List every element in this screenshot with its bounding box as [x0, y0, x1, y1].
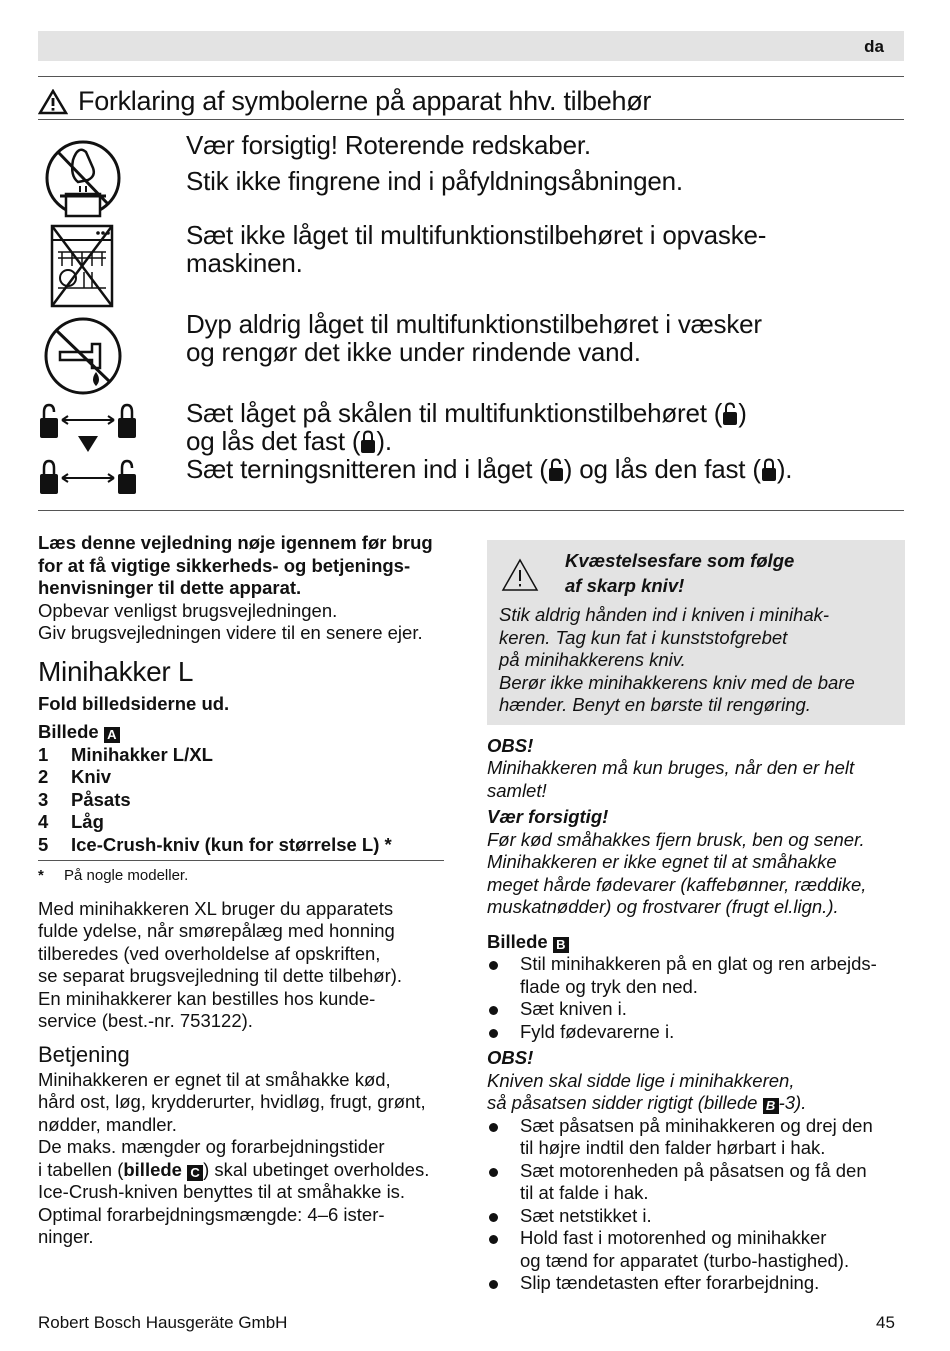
lock-open-icon: [722, 402, 738, 426]
fold-instruction: Fold billedsiderne ud.: [38, 692, 230, 714]
list-item: Sæt netstikket i.: [487, 1205, 905, 1228]
divider: [38, 510, 904, 511]
list-item: Sæt påsatsen på minihakkeren og drej den til højre indtil den falder hørbart i hak.: [487, 1115, 905, 1160]
obs-text: Kniven skal sidde lige i minihakkeren, så påsatsen sidder rigtigt (billede B -3).: [487, 1069, 807, 1113]
left-column: [38, 532, 458, 1249]
divider: [38, 119, 904, 120]
figure-ref-a: Billede A: [38, 721, 458, 744]
list-item: 4 Låg: [38, 811, 104, 832]
lock-open-icon: [548, 458, 564, 482]
divider: [38, 76, 904, 77]
obs-text: Minihakkeren må kun bruges, når den er helt samlet!: [487, 757, 855, 801]
intro-text: Opbevar venligst brugsvejledningen. Giv brugsvejledningen videre til en senere ejer.: [38, 599, 423, 643]
section-title: Forklaring af symbolerne på apparat hhv. tilbehør: [38, 86, 651, 117]
list-item: Stil minihakkeren på en glat og ren arbejds- flade og tryk den ned.: [487, 953, 905, 998]
list-item: Hold fast i motorenhed og minihakker og tænd for apparatet (turbo-hastighed).: [487, 1227, 905, 1272]
figure-ref-b: Billede B: [487, 931, 905, 954]
list-item: 5 Ice-Crush-kniv (kun for størrelse L) *: [38, 833, 392, 855]
list-item: 2 Kniv: [38, 766, 112, 787]
obs-heading: OBS!: [487, 1047, 534, 1068]
page-number: 45: [876, 1313, 895, 1332]
footnote: * På nogle modeller.: [38, 860, 444, 888]
obs-heading: OBS!: [487, 734, 534, 756]
xl-text: Med minihakkeren XL bruger du apparatets fulde ydelse, når smørepålæg med honning tilberedes (ved overholdelse af opskriften, se separat brugsvejledning til dette tilbehør). En minihakkerer kan bestilles hos kunde- service (best.-nr. 753122).: [38, 897, 403, 1031]
list-item: 1 Minihakker L/XL: [38, 743, 213, 765]
no-water-icon: [38, 316, 128, 398]
warning-icon: [38, 89, 68, 115]
warning-icon: [501, 558, 539, 592]
lock-closed-icon: [360, 430, 376, 454]
footer-company: Robert Bosch Hausgeräte GmbH: [38, 1313, 288, 1332]
list-item: Sæt motorenheden på påsatsen og få den til at falde i hak.: [487, 1160, 905, 1205]
betjening-heading: Betjening: [38, 1041, 130, 1067]
symbol-text-2: Sæt ikke låget til multifunktionstilbehøret i opvaske- maskinen.: [186, 220, 767, 278]
warning-box: Kvæstelsesfare som følge af skarp kniv! Stik aldrig hånden ind i kniven i minihak- keren. Tag kun fat i kunststofgrebet på minihakkerens kniv. Berør ikke minihakkerens kniv med de bare hænder. Benyt en børste til rengøring.: [487, 540, 905, 725]
language-bar: [38, 31, 904, 61]
product-heading: Minihakker L: [38, 655, 194, 687]
betjening-text: Minihakkeren er egnet til at småhakke kød, hård ost, løg, krydderurter, hvidløg, frugt, grønt, nødder, mandler. De maks. mængder og forarbejdningstider i tabellen (billede C ) skal ubetinget overholdes. Ice-Crush-kniven benyttes til at småhakke is. Optimal forarbejdningsmængde: 4–6 ister- ninger.: [38, 1068, 430, 1247]
caution-text: Før kød småhakkes fjern brusk, ben og sener. Minihakkeren er ikke egnet til at småhakke meget hårde fødevarer (kaffebønner, ræddike, muskatnødder) og frostvarer (frugt el.lign.).: [487, 828, 867, 917]
language-code: da: [864, 37, 884, 56]
symbol-text-4: Sæt låget på skålen til multifunktionstilbehøret ( ) og lås det fast ( ). Sæt terningsnitteren ind i låget ( ) og lås den fast ( ).: [186, 398, 793, 484]
list-item: Fyld fødevarerne i.: [487, 1021, 905, 1044]
list-item: Slip tændetasten efter forarbejdning.: [487, 1272, 905, 1295]
list-item: Sæt kniven i.: [487, 998, 905, 1021]
lock-closed-icon: [761, 458, 777, 482]
lock-sequence-icon: [38, 402, 142, 500]
symbol-text-1: Vær forsigtig! Roterende redskaber. Stik ikke fingrene ind i påfyldningsåbningen.: [186, 130, 683, 196]
symbol-text-3: Dyp aldrig låget til multifunktionstilbehøret i væsker og rengør det ikke under rindende vand.: [186, 309, 762, 367]
steps-list-2: [487, 1115, 905, 1295]
no-dishwasher-icon: [38, 222, 128, 310]
intro-bold: Læs denne vejledning nøje igennem før brug for at få vigtige sikkerheds- og betjenings- henvisninger til dette apparat.: [38, 532, 433, 598]
caution-heading: Vær forsigtig!: [487, 806, 609, 827]
steps-list-1: [487, 953, 905, 1043]
list-item: 3 Påsats: [38, 788, 131, 810]
no-fingers-icon: [38, 140, 128, 220]
parts-list: [38, 744, 458, 857]
warning-text: Stik aldrig hånden ind i kniven i minihak- keren. Tag kun fat i kunststofgrebet på minihakkerens kniv. Berør ikke minihakkerens kniv med de bare hænder. Benyt en børste til rengøring.: [499, 604, 855, 715]
right-column: [487, 540, 905, 1295]
